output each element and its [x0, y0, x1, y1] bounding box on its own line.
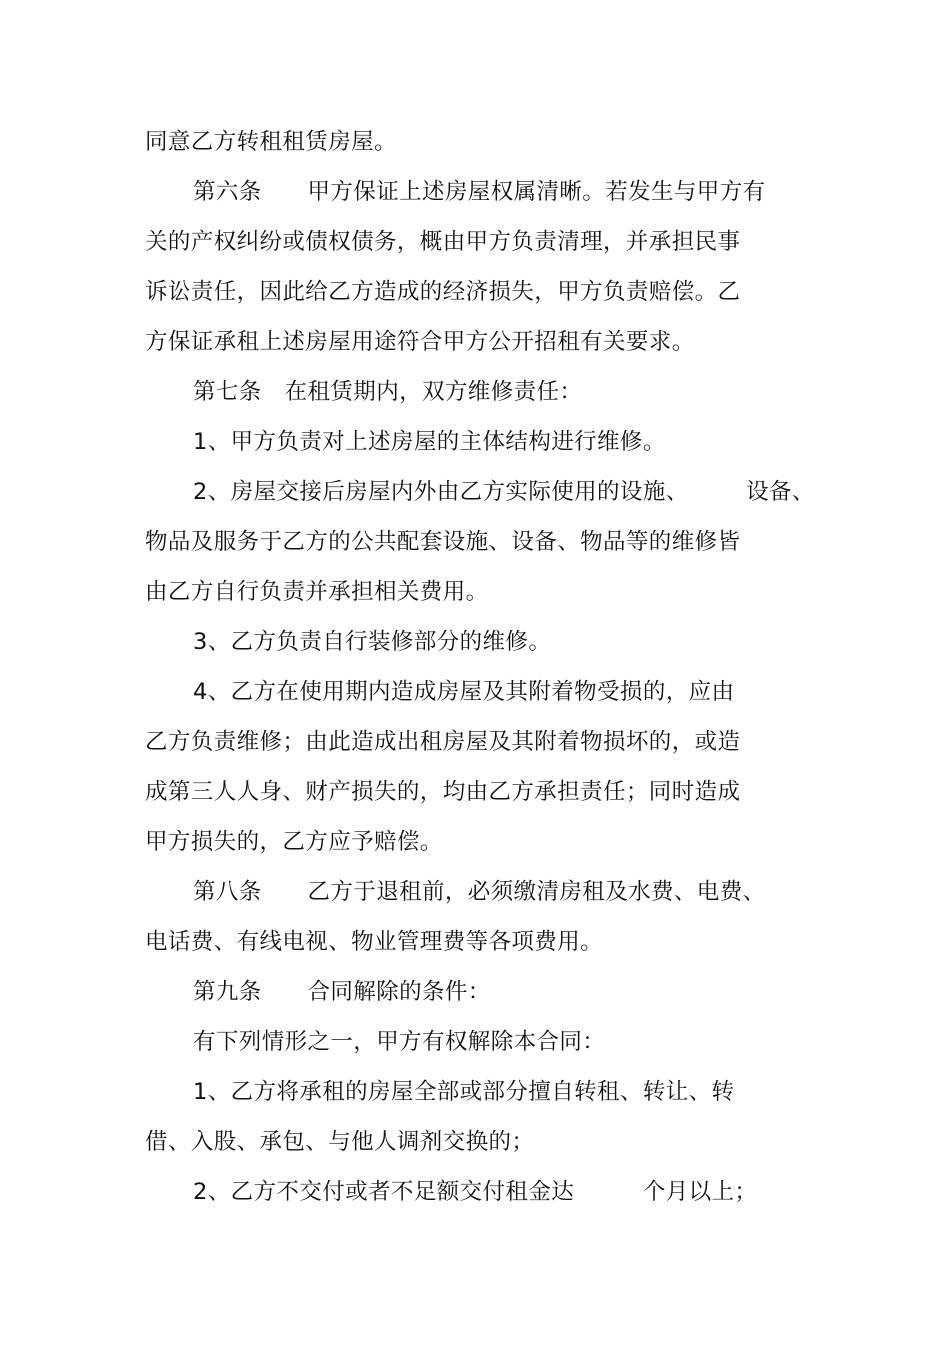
- text-line: 乙方负责维修；由此造成出租房屋及其附着物损坏的，或造: [145, 729, 741, 755]
- text-line: 同意乙方转租租赁房屋。: [145, 129, 397, 155]
- list-item-line: 2、房屋交接后房屋内外由乙方实际使用的设施、 设备、: [193, 479, 815, 505]
- text-line: 成第三人人身、财产损失的，均由乙方承担责任；同时造成: [145, 779, 741, 805]
- article-7-heading-line: 第七条 在租赁期内，双方维修责任：: [193, 379, 583, 405]
- text-line: 甲方损失的，乙方应予赔偿。: [145, 829, 443, 855]
- list-item-line: 1、甲方负责对上述房屋的主体结构进行维修。: [193, 429, 666, 455]
- list-item-line: 2、乙方不交付或者不足额交付租金达 个月以上；: [193, 1179, 758, 1205]
- text-line: 物品及服务于乙方的公共配套设施、设备、物品等的维修皆: [145, 529, 741, 555]
- article-9-heading-line: 第九条 合同解除的条件：: [193, 979, 491, 1005]
- text-line: 由乙方自行负责并承担相关费用。: [145, 579, 489, 605]
- list-item-line: 1、乙方将承租的房屋全部或部分擅自转租、转让、转: [193, 1079, 735, 1105]
- list-item-line: 3、乙方负责自行装修部分的维修。: [193, 629, 552, 655]
- article-8-heading-line: 第八条 乙方于退租前，必须缴清房租及水费、电费、: [193, 879, 766, 905]
- text-line: 有下列情形之一，甲方有权解除本合同：: [193, 1029, 606, 1055]
- text-line: 借、入股、承包、与他人调剂交换的；: [145, 1129, 535, 1155]
- article-6-heading-line: 第六条 甲方保证上述房屋权属清晰。若发生与甲方有: [193, 179, 766, 205]
- text-line: 关的产权纠纷或债权债务，概由甲方负责清理，并承担民事: [145, 229, 741, 255]
- text-line: 方保证承租上述房屋用途符合甲方公开招租有关要求。: [145, 329, 695, 355]
- text-line: 电话费、有线电视、物业管理费等各项费用。: [145, 929, 604, 955]
- list-item-line: 4、乙方在使用期内造成房屋及其附着物受损的，应由: [193, 679, 735, 705]
- text-line: 诉讼责任，因此给乙方造成的经济损失，甲方负责赔偿。乙: [145, 279, 741, 305]
